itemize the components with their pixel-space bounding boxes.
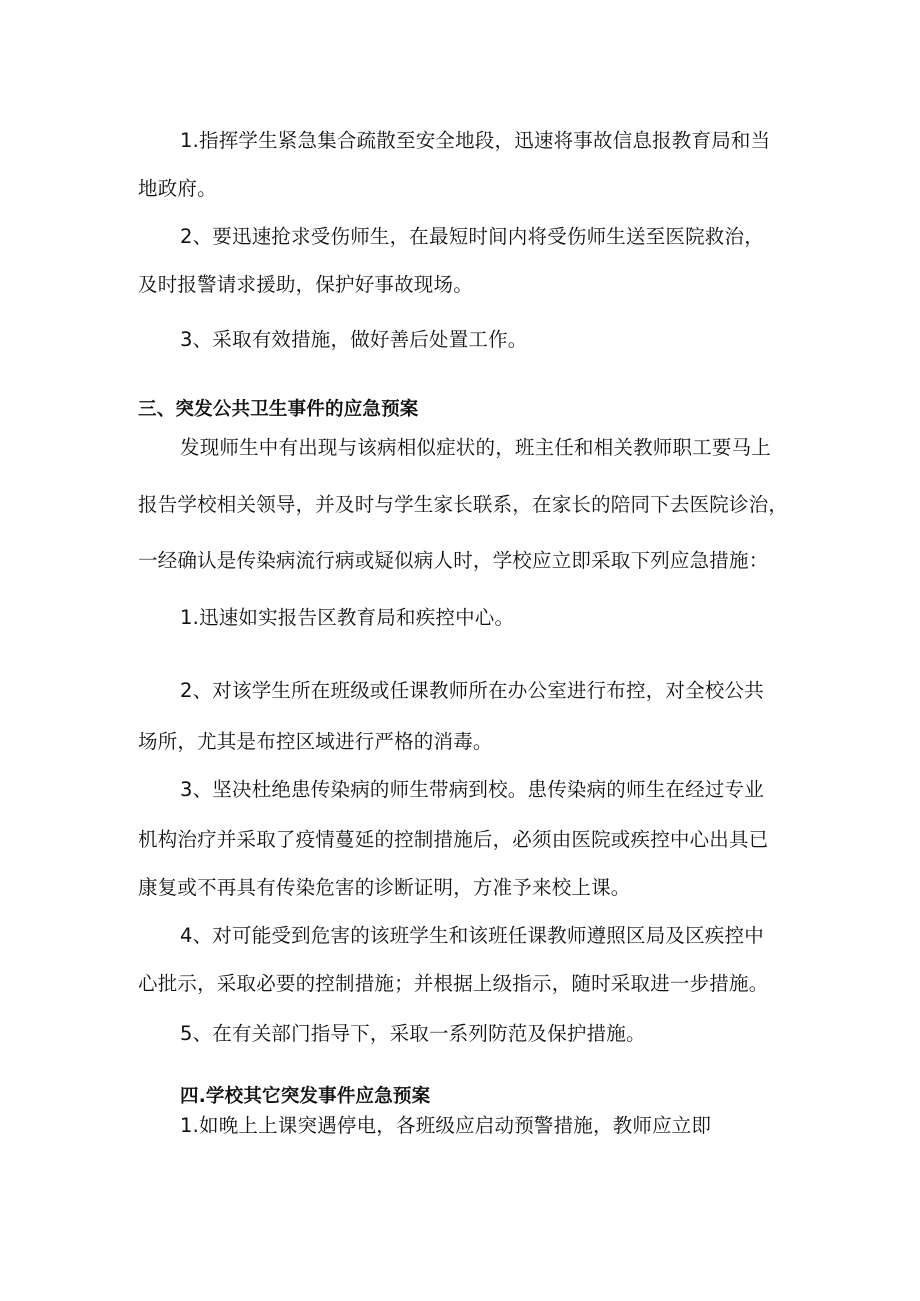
paragraph-line: 场所，尤其是布控区域进行严格的消毒。 <box>138 730 493 753</box>
paragraph-line: 4、对可能受到危害的该班学生和该班任课教师遵照区局及区疾控中 <box>180 924 764 947</box>
paragraph-line: 康复或不再具有传染危害的诊断证明，方准予来校上课。 <box>138 876 631 899</box>
paragraph-line: 心批示，采取必要的控制措施；并根据上级指示，随时采取进一步措施。 <box>138 972 769 995</box>
paragraph-line: 1.如晚上上课突遇停电，各班级应启动预警措施，教师应立即 <box>180 1114 712 1137</box>
paragraph-line: 地政府。 <box>138 177 217 200</box>
paragraph-line: 1.迅速如实报告区教育局和疾控中心。 <box>180 606 515 629</box>
paragraph-line: 发现师生中有出现与该病相似症状的，班主任和相关教师职工要马上 <box>180 436 772 459</box>
paragraph-line: 3、坚决杜绝患传染病的师生带病到校。患传染病的师生在经过专业 <box>180 778 764 801</box>
section-heading: 四.学校其它突发事件应急预案 <box>180 1086 431 1107</box>
paragraph-line: 及时报警请求援助，保护好事故现场。 <box>138 273 473 296</box>
paragraph-line: 1.指挥学生紧急集合疏散至安全地段，迅速将事故信息报教育局和当 <box>180 129 771 152</box>
paragraph-line: 报告学校相关领导，并及时与学生家长联系，在家长的陪同下去医院诊治， <box>138 493 789 516</box>
paragraph-line: 2、要迅速抢求受伤师生，在最短时间内将受伤师生送至医院救治， <box>180 225 764 248</box>
paragraph-line: 5、在有关部门指导下，采取一系列防范及保护措施。 <box>180 1022 646 1045</box>
section-heading: 三、突发公共卫生事件的应急预案 <box>138 399 419 420</box>
paragraph-line: 机构治疗并采取了疫情蔓延的控制措施后，必须由医院或疾控中心出具已 <box>138 828 769 851</box>
paragraph-line: 3、采取有效措施，做好善后处置工作。 <box>180 328 528 351</box>
paragraph-line: 一经确认是传染病流行病或疑似病人时，学校应立即采取下列应急措施： <box>138 549 769 572</box>
paragraph-line: 2、对该学生所在班级或任课教师所在办公室进行布控，对全校公共 <box>180 679 764 702</box>
